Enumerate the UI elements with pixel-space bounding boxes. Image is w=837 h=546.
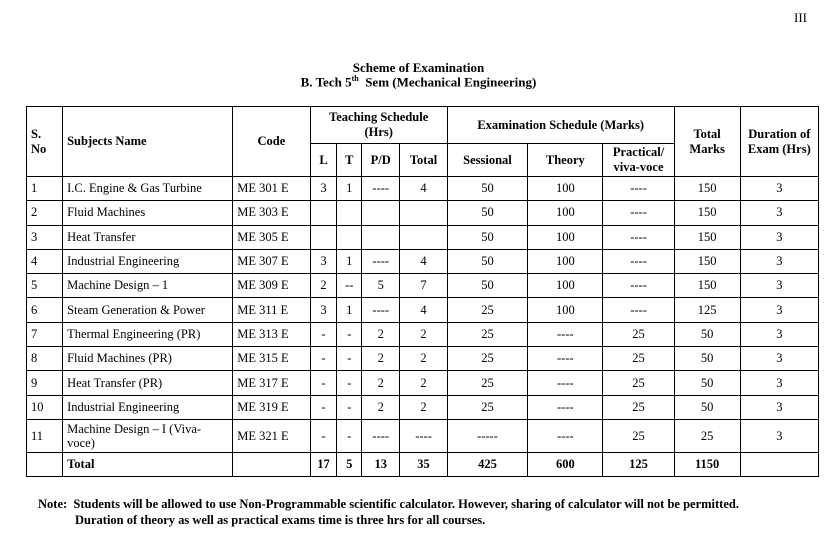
cell-sessional: 50 <box>447 201 527 225</box>
cell-sessional: 25 <box>447 371 527 395</box>
cell-code: ME 311 E <box>233 298 310 322</box>
cell-t: 1 <box>337 249 362 273</box>
header-sno: S. No <box>27 107 63 177</box>
cell-subject: Heat Transfer <box>63 225 233 249</box>
cell-marks: 25 <box>674 419 740 452</box>
cell-l: - <box>310 347 337 371</box>
cell-practical: ---- <box>603 177 674 201</box>
header-subject: Subjects Name <box>63 107 233 177</box>
cell-t: 1 <box>337 298 362 322</box>
cell-code: ME 315 E <box>233 347 310 371</box>
cell-theory: 100 <box>528 274 603 298</box>
cell-practical: 25 <box>603 322 674 346</box>
cell-t <box>337 225 362 249</box>
cell-duration: 3 <box>740 371 818 395</box>
cell-duration: 3 <box>740 395 818 419</box>
cell-l: - <box>310 419 337 452</box>
cell-sessional: 25 <box>447 322 527 346</box>
note-line-2: Duration of theory as well as practical exams time is three hrs for all courses. <box>75 513 486 527</box>
table-row <box>27 225 819 249</box>
subtitle-sup: th <box>351 74 359 83</box>
page-number: III <box>794 10 807 25</box>
cell-l: 3 <box>310 298 337 322</box>
cell-marks: 50 <box>674 395 740 419</box>
cell-duration: 3 <box>740 274 818 298</box>
cell-sno: 2 <box>27 201 63 225</box>
cell-sessional: ----- <box>447 419 527 452</box>
cell-total: 2 <box>400 395 447 419</box>
cell-subject: Industrial Engineering <box>63 249 233 273</box>
cell-subject: I.C. Engine & Gas Turbine <box>63 177 233 201</box>
cell-subject: Machine Design – I (Viva-voce) <box>63 419 233 452</box>
cell-t: - <box>337 347 362 371</box>
cell-practical: ---- <box>603 225 674 249</box>
totals-sessional: 425 <box>447 452 527 476</box>
cell-sno: 6 <box>27 298 63 322</box>
header-teaching: Teaching Schedule (Hrs) <box>310 107 447 144</box>
cell-total <box>400 201 447 225</box>
cell-duration: 3 <box>740 249 818 273</box>
header-pd: P/D <box>362 144 400 177</box>
totals-duration <box>740 452 818 476</box>
table-row <box>27 347 819 371</box>
cell-marks: 150 <box>674 225 740 249</box>
cell-sno: 9 <box>27 371 63 395</box>
cell-theory: ---- <box>528 322 603 346</box>
cell-practical: ---- <box>603 249 674 273</box>
cell-total <box>400 225 447 249</box>
totals-t: 5 <box>337 452 362 476</box>
cell-pd: 2 <box>362 371 400 395</box>
cell-pd <box>362 201 400 225</box>
cell-l: - <box>310 371 337 395</box>
cell-theory: ---- <box>528 347 603 371</box>
cell-total: 7 <box>400 274 447 298</box>
cell-subject: Industrial Engineering <box>63 395 233 419</box>
cell-duration: 3 <box>740 225 818 249</box>
header-practical: Practical/ viva-voce <box>603 144 674 177</box>
header-t: T <box>337 144 362 177</box>
cell-marks: 50 <box>674 371 740 395</box>
cell-duration: 3 <box>740 419 818 452</box>
cell-marks: 150 <box>674 177 740 201</box>
cell-total: 2 <box>400 347 447 371</box>
cell-l: - <box>310 322 337 346</box>
table-row <box>27 322 819 346</box>
header-teach-total: Total <box>400 144 447 177</box>
table-row <box>27 274 819 298</box>
cell-practical: 25 <box>603 347 674 371</box>
cell-practical: 25 <box>603 395 674 419</box>
cell-theory: ---- <box>528 419 603 452</box>
cell-code: ME 321 E <box>233 419 310 452</box>
header-duration: Duration of Exam (Hrs) <box>740 107 818 177</box>
cell-marks: 150 <box>674 274 740 298</box>
cell-code: ME 317 E <box>233 371 310 395</box>
header-code: Code <box>233 107 310 177</box>
cell-l: 2 <box>310 274 337 298</box>
cell-marks: 50 <box>674 347 740 371</box>
cell-total: 4 <box>400 298 447 322</box>
cell-duration: 3 <box>740 298 818 322</box>
cell-t: - <box>337 419 362 452</box>
cell-subject: Fluid Machines <box>63 201 233 225</box>
cell-code: ME 303 E <box>233 201 310 225</box>
cell-practical: ---- <box>603 274 674 298</box>
table-row <box>27 371 819 395</box>
totals-teach-total: 35 <box>400 452 447 476</box>
cell-code: ME 309 E <box>233 274 310 298</box>
document-subtitle <box>0 74 837 90</box>
totals-row <box>27 452 819 476</box>
exam-scheme-table <box>26 106 819 477</box>
cell-theory: 100 <box>528 298 603 322</box>
table-row <box>27 249 819 273</box>
subtitle-suffix: Sem (Mechanical Engineering) <box>358 74 537 90</box>
cell-marks: 150 <box>674 201 740 225</box>
table-row <box>27 395 819 419</box>
cell-theory: 100 <box>528 225 603 249</box>
cell-l: 3 <box>310 177 337 201</box>
cell-pd: ---- <box>362 419 400 452</box>
cell-total: 4 <box>400 249 447 273</box>
cell-duration: 3 <box>740 347 818 371</box>
note <box>38 496 739 528</box>
header-theory: Theory <box>528 144 603 177</box>
document-title: Scheme of Examination <box>352 60 485 75</box>
cell-marks: 125 <box>674 298 740 322</box>
cell-pd: 2 <box>362 322 400 346</box>
totals-marks: 1150 <box>674 452 740 476</box>
header-l: L <box>310 144 337 177</box>
cell-code: ME 301 E <box>233 177 310 201</box>
cell-duration: 3 <box>740 201 818 225</box>
cell-sno: 10 <box>27 395 63 419</box>
cell-code: ME 319 E <box>233 395 310 419</box>
cell-sessional: 25 <box>447 395 527 419</box>
cell-marks: 50 <box>674 322 740 346</box>
cell-sessional: 50 <box>447 177 527 201</box>
cell-pd <box>362 225 400 249</box>
cell-sessional: 25 <box>447 347 527 371</box>
cell-sno: 4 <box>27 249 63 273</box>
cell-theory: ---- <box>528 395 603 419</box>
cell-t: -- <box>337 274 362 298</box>
cell-theory: 100 <box>528 177 603 201</box>
cell-practical: ---- <box>603 201 674 225</box>
cell-total: ---- <box>400 419 447 452</box>
cell-l <box>310 225 337 249</box>
note-line-1: Note: Students will be allowed to use Non-Programmable scientific calculator. However, sharing of calculator will not be permitted. <box>38 497 739 511</box>
table-row <box>27 177 819 201</box>
header-total-marks: Total Marks <box>674 107 740 177</box>
cell-sno: 11 <box>27 419 63 452</box>
table-row <box>27 201 819 225</box>
cell-l <box>310 201 337 225</box>
totals-sno <box>27 452 63 476</box>
cell-duration: 3 <box>740 322 818 346</box>
cell-subject: Machine Design – 1 <box>63 274 233 298</box>
table-row <box>27 298 819 322</box>
totals-pd: 13 <box>362 452 400 476</box>
cell-sessional: 25 <box>447 298 527 322</box>
cell-l: - <box>310 395 337 419</box>
cell-sno: 1 <box>27 177 63 201</box>
totals-code <box>233 452 310 476</box>
cell-pd: 2 <box>362 395 400 419</box>
cell-pd: ---- <box>362 177 400 201</box>
header-exam: Examination Schedule (Marks) <box>447 107 674 144</box>
totals-l: 17 <box>310 452 337 476</box>
cell-total: 2 <box>400 371 447 395</box>
header-sessional: Sessional <box>447 144 527 177</box>
cell-subject: Steam Generation & Power <box>63 298 233 322</box>
totals-theory: 600 <box>528 452 603 476</box>
totals-label: Total <box>63 452 233 476</box>
cell-subject: Heat Transfer (PR) <box>63 371 233 395</box>
cell-pd: 5 <box>362 274 400 298</box>
cell-sno: 5 <box>27 274 63 298</box>
cell-t: - <box>337 322 362 346</box>
cell-marks: 150 <box>674 249 740 273</box>
cell-practical: ---- <box>603 298 674 322</box>
cell-code: ME 305 E <box>233 225 310 249</box>
cell-sessional: 50 <box>447 249 527 273</box>
cell-total: 2 <box>400 322 447 346</box>
cell-t: - <box>337 395 362 419</box>
cell-sno: 3 <box>27 225 63 249</box>
cell-pd: 2 <box>362 347 400 371</box>
cell-subject: Thermal Engineering (PR) <box>63 322 233 346</box>
cell-theory: 100 <box>528 249 603 273</box>
cell-t: 1 <box>337 177 362 201</box>
cell-pd: ---- <box>362 298 400 322</box>
cell-theory: 100 <box>528 201 603 225</box>
cell-sno: 7 <box>27 322 63 346</box>
cell-l: 3 <box>310 249 337 273</box>
cell-sessional: 50 <box>447 274 527 298</box>
cell-subject: Fluid Machines (PR) <box>63 347 233 371</box>
cell-t: - <box>337 371 362 395</box>
cell-code: ME 313 E <box>233 322 310 346</box>
cell-theory: ---- <box>528 371 603 395</box>
cell-duration: 3 <box>740 177 818 201</box>
cell-practical: 25 <box>603 419 674 452</box>
table-row <box>27 419 819 452</box>
subtitle-prefix: B. Tech 5 <box>300 74 352 90</box>
cell-t <box>337 201 362 225</box>
cell-practical: 25 <box>603 371 674 395</box>
cell-code: ME 307 E <box>233 249 310 273</box>
cell-sno: 8 <box>27 347 63 371</box>
cell-sessional: 50 <box>447 225 527 249</box>
cell-pd: ---- <box>362 249 400 273</box>
totals-practical: 125 <box>603 452 674 476</box>
cell-total: 4 <box>400 177 447 201</box>
